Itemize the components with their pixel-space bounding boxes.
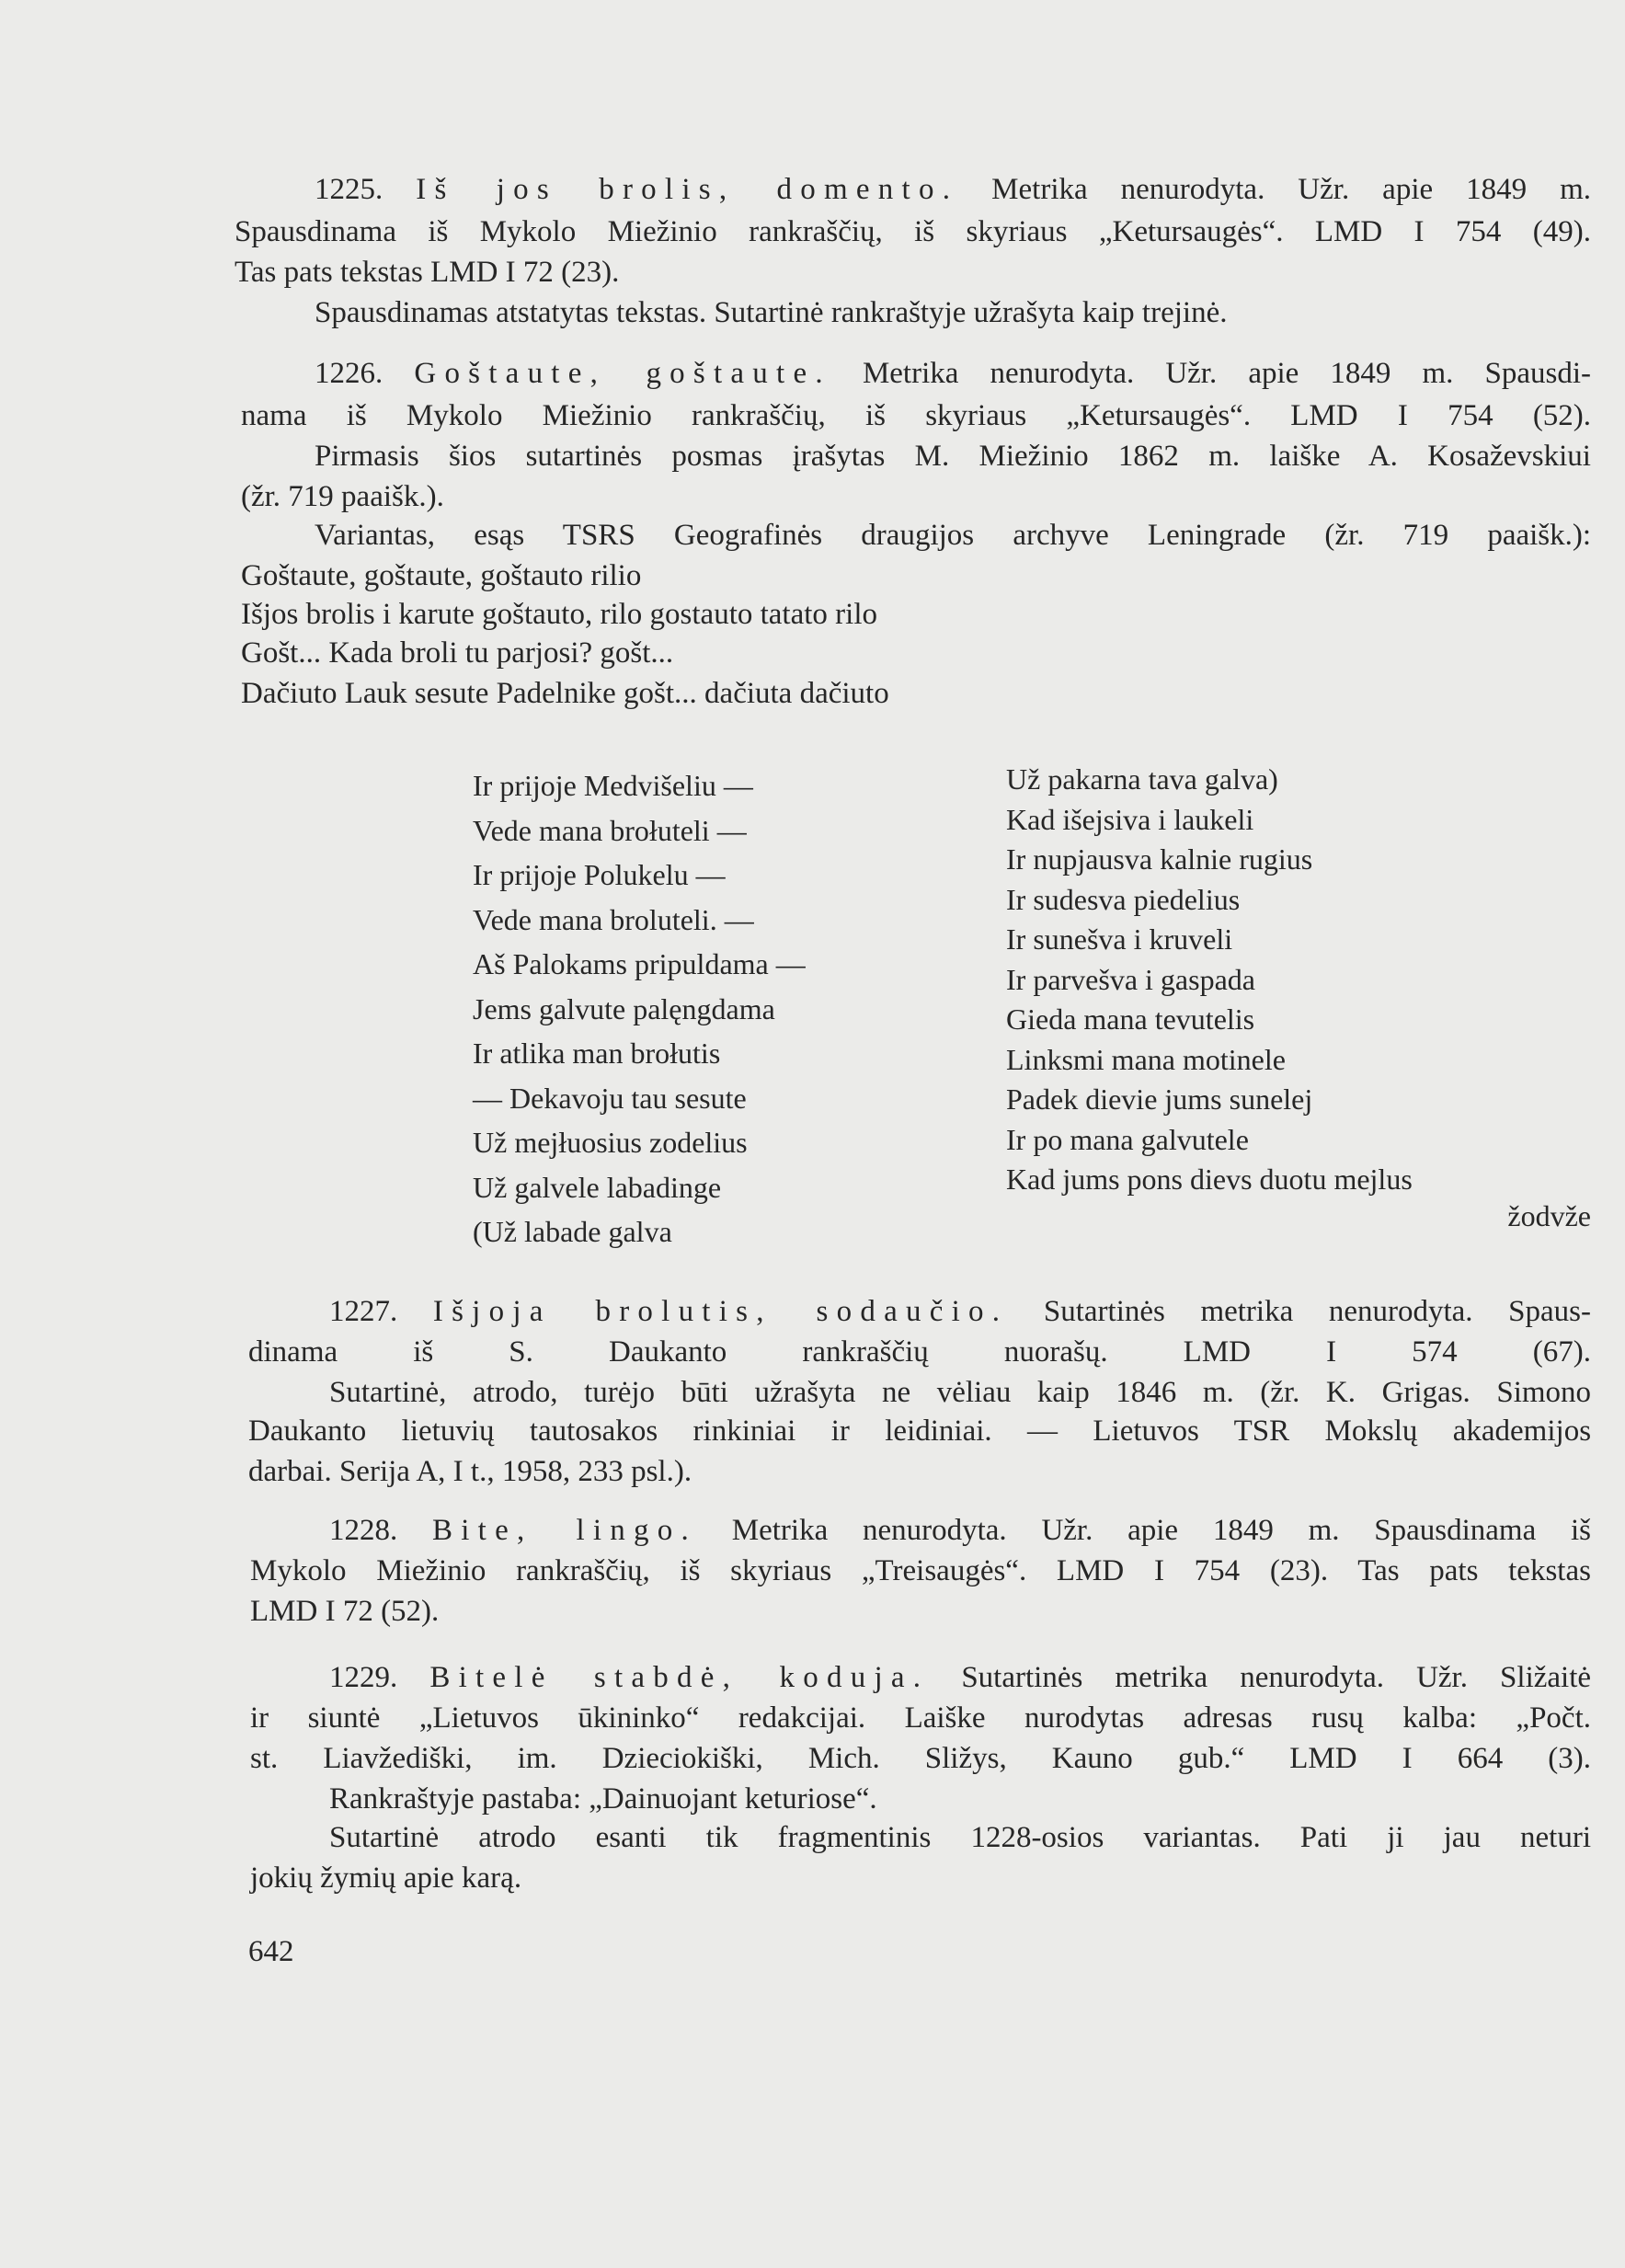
verse-line: Ir sunešva i kruveli: [1006, 922, 1233, 956]
verse-line: Ir atlika man brołutis: [473, 1037, 721, 1070]
entry-1226-line-5: Variantas, esąs TSRS Geografinės draugijos archyve Leningrade (žr. 719 paaišk.):: [315, 519, 1592, 552]
verse-line: Kad jums pons dievs duotu mejlus: [1006, 1163, 1413, 1196]
entry-1228-line-3: LMD I 72 (52).: [250, 1595, 440, 1628]
entry-1226-line-2: nama iš Mykolo Miežinio rankraščių, iš skyriaus „Ketursaugės“. LMD I 754 (52).: [241, 399, 1592, 432]
entry-text: Sutartinės metrika nenurodyta. Užr. Sližaitė: [929, 1661, 1592, 1694]
entry-1229-line-2: ir siuntė „Lietuvos ūkininko“ redakcijai. Laiške nurodytas adresas rusų kalba: „Počt.: [250, 1701, 1591, 1735]
verse-line: — Dekavoju tau sesute: [473, 1081, 747, 1115]
entry-1226-line-7: Išjos brolis i karute goštauto, rilo gostauto tatato rilo: [241, 598, 877, 631]
verse-line: Aš Palokams pripuldama —: [473, 947, 806, 980]
entry-number: 1227.: [329, 1295, 398, 1328]
verse-line: Už mejłuosius zodelius: [473, 1126, 748, 1159]
poem-right-column: [1006, 760, 1591, 1231]
entry-number: 1226.: [315, 357, 383, 390]
verse-line: Ir parvešva i gaspada: [1006, 962, 1255, 996]
verse-line: Vede mana brołuteli —: [473, 813, 747, 847]
entry-number: 1228.: [329, 1514, 398, 1547]
entry-1228-line-2: Mykolo Miežinio rankraščių, iš skyriaus „Treisaugės“. LMD I 754 (23). Tas pats tekstas: [250, 1554, 1591, 1587]
entry-text: Sutartinės metrika nenurodyta. Spaus-: [1008, 1295, 1591, 1328]
entry-1229-line-5: Sutartinė atrodo esanti tik fragmentinis 1228-osios variantas. Pati ji jau neturi: [329, 1821, 1592, 1854]
entry-1229-line-4: Rankraštyje pastaba: „Dainuojant keturiose“.: [329, 1782, 877, 1816]
verse-line: Ir prijoje Polukelu —: [473, 858, 726, 891]
entry-1226-line-8: Gošt... Kada broli tu parjosi? gošt...: [241, 636, 674, 670]
entry-1229-line-3: st. Liavžediški, im. Dzieciokiški, Mich. Sližys, Kauno gub.“ LMD I 664 (3).: [250, 1742, 1592, 1775]
entry-1225-line-1: [315, 171, 1591, 208]
verse-line: Linksmi mana motinele: [1006, 1042, 1286, 1076]
entry-1229-line-1: [329, 1659, 1591, 1696]
entry-1226-line-3: Pirmasis šios sutartinės posmas įrašytas M. Miežinio 1862 m. laiške A. Kosaževskiui: [315, 440, 1591, 473]
entry-1225-line-2: Spausdinama iš Mykolo Miežinio rankraščių, iš skyriaus „Ketursaugės“. LMD I 754 (49).: [235, 215, 1591, 248]
entry-1226-line-4: (žr. 719 paaišk.).: [241, 480, 444, 513]
entry-1227-line-4: Daukanto lietuvių tautosakos rinkiniai ir leidiniai. — Lietuvos TSR Mokslų akademijos: [248, 1415, 1592, 1448]
entry-1226-line-6: Goštaute, goštaute, goštauto rilio: [241, 559, 642, 592]
verse-line: Už galvele labadinge: [473, 1170, 722, 1204]
entry-text: Metrika nenurodyta. Užr. apie 1849 m. Spausdi-: [830, 357, 1592, 390]
verse-line: Ir sudesva piedelius: [1006, 882, 1241, 916]
entry-1226-line-9: Dačiuto Lauk sesute Padelnike gošt... dačiuta dačiuto: [241, 677, 889, 710]
verse-line-runover: žodvže: [1507, 1198, 1591, 1232]
entry-number: 1225.: [315, 173, 383, 206]
entry-number: 1229.: [329, 1661, 398, 1694]
verse-line: Kad išejsiva i laukeli: [1006, 802, 1254, 836]
entry-1226-line-1: [315, 355, 1591, 392]
verse-line: Už pakarna tava galva): [1006, 762, 1278, 796]
entry-title: Goštaute, goštaute.: [414, 357, 831, 390]
entry-text: Metrika nenurodyta. Užr. apie 1849 m.: [958, 173, 1592, 206]
entry-1229-line-6: jokių žymių apie karą.: [250, 1861, 522, 1895]
entry-1227-line-1: [329, 1293, 1591, 1330]
entry-title: Bitelė stabdė, koduja.: [429, 1661, 930, 1694]
verse-line: Ir prijoje Medvišeliu —: [473, 769, 753, 802]
entry-1227-line-2: dinama iš S. Daukanto rankraščių nuorašų. LMD I 574 (67).: [248, 1335, 1591, 1369]
verse-line: Vede mana broluteli. —: [473, 902, 754, 936]
entry-1225-line-4: Spausdinamas atstatytas tekstas. Sutartinė rankraštyje užrašyta kaip trejinė.: [315, 296, 1228, 329]
verse-line: (Už labade galva: [473, 1215, 672, 1248]
entry-1225-line-3: Tas pats tekstas LMD I 72 (23).: [235, 256, 620, 289]
entry-title: Išjoja brolutis, sodaučio.: [432, 1295, 1009, 1328]
entry-1227-line-3: Sutartinė, atrodo, turėjo būti užrašyta ne vėliau kaip 1846 m. (žr. K. Grigas. Simono: [329, 1376, 1592, 1409]
entry-title: Bite, lingo.: [432, 1514, 697, 1547]
verse-line: Ir po mana galvutele: [1006, 1122, 1249, 1156]
page-number: 642: [248, 1935, 294, 1968]
entry-title: Iš jos brolis, domento.: [416, 173, 959, 206]
poem-left-column: [473, 763, 806, 1254]
entry-1228-line-1: [329, 1512, 1591, 1549]
verse-line: Ir nupjausva kalnie rugius: [1006, 842, 1313, 876]
entry-text: Metrika nenurodyta. Užr. apie 1849 m. Spausdinama iš: [697, 1514, 1592, 1547]
verse-line: Padek dievie jums sunelej: [1006, 1082, 1313, 1116]
verse-line: Gieda mana tevutelis: [1006, 1002, 1255, 1036]
entry-1227-line-5: darbai. Serija A, I t., 1958, 233 psl.).: [248, 1455, 692, 1488]
verse-line: Jems galvute palęngdama: [473, 991, 775, 1025]
